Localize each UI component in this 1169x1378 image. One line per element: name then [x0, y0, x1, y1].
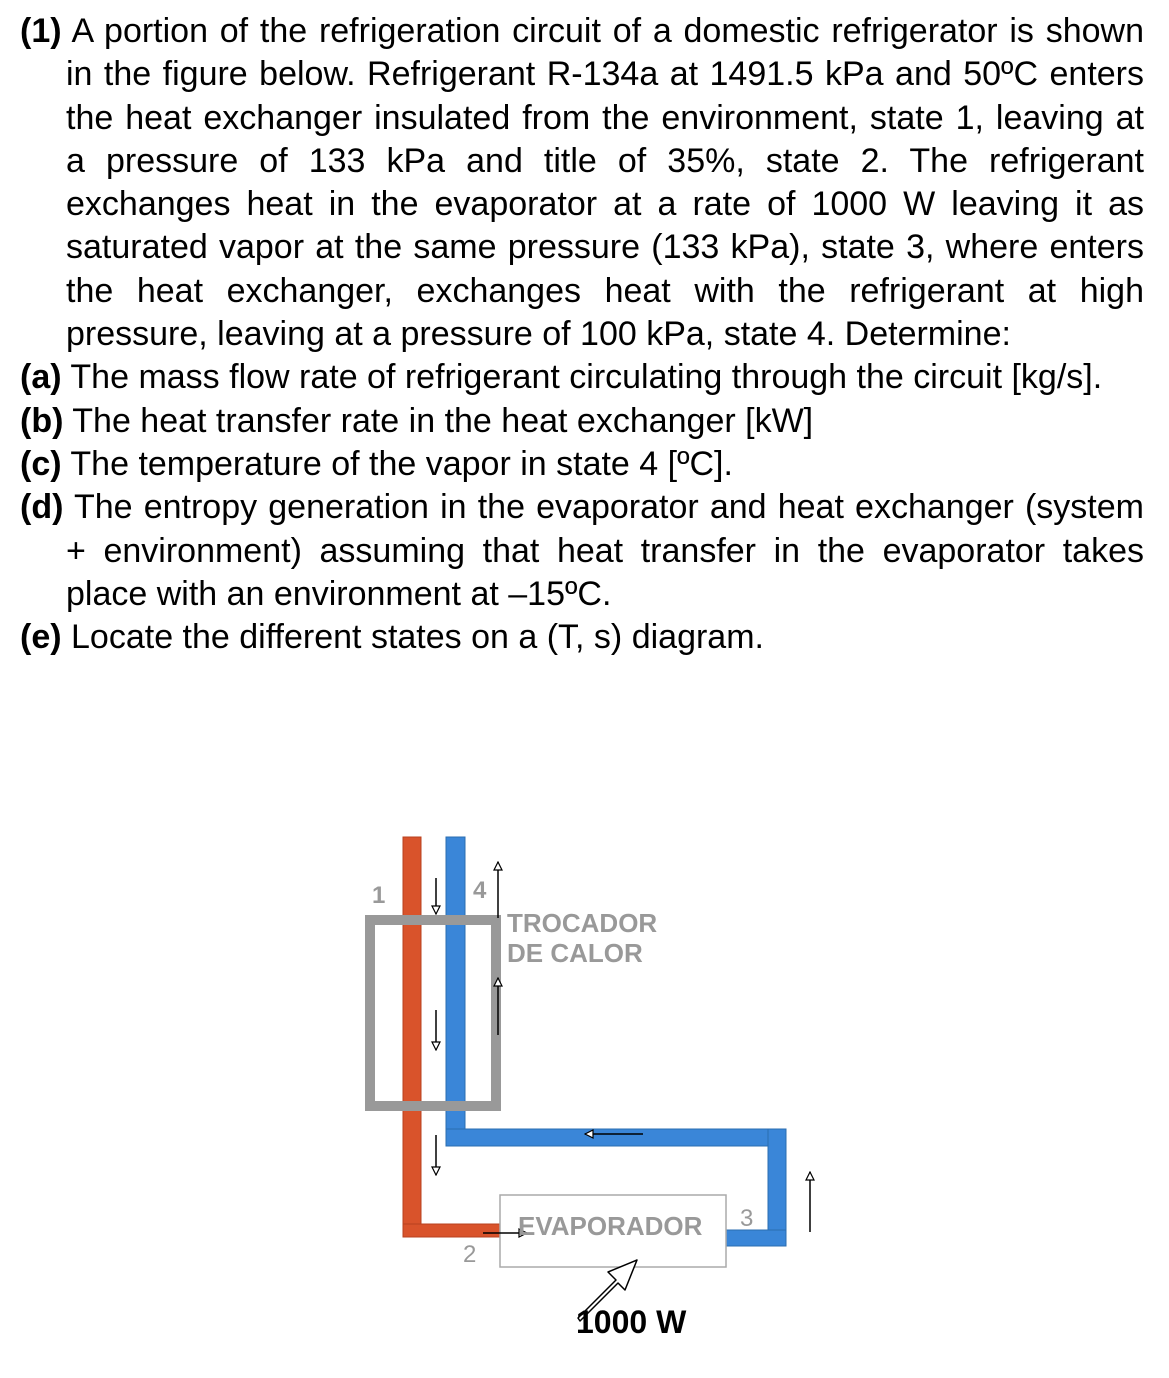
cold-pipe-horizontal	[446, 1129, 786, 1146]
heat-exchanger-label: TROCADOR	[507, 908, 658, 938]
question-text: The temperature of the vapor in state 4 [ºC].	[70, 444, 733, 483]
question-text: The heat transfer rate in the heat exchanger [kW]	[72, 401, 814, 440]
question-text: The entropy generation in the evaporator and heat exchanger (system + environment) assuming that heat transfer in the evaporator takes place with an environment at –15ºC.	[66, 488, 1144, 613]
question-text: The mass flow rate of refrigerant circulating through the circuit [kg/s].	[70, 358, 1103, 397]
heat-rate-label: 1000 W	[576, 1304, 687, 1340]
evaporator-label: EVAPORADOR	[518, 1211, 703, 1241]
heat-exchanger-label: DE CALOR	[507, 938, 643, 968]
state-1-label: 1	[372, 882, 386, 909]
heat-exchanger-frame	[370, 920, 496, 1106]
state-3-label: 3	[740, 1205, 754, 1232]
problem-number: (1)	[20, 12, 62, 50]
cold-pipe-evaporator-outlet	[726, 1230, 786, 1246]
cold-pipe-vertical	[446, 837, 465, 1146]
hot-pipe-vertical	[403, 837, 421, 1237]
question-label: (c)	[20, 444, 62, 483]
problem-intro-text: A portion of the refrigeration circuit of a domestic refrigerator is shown in the figure below. Refrigerant R-134a at 1491.5 kPa and 50ºC enters the heat exchanger insulated from the environment, state 1, leaving at a pressure of 133 kPa and title of 35%, state 2. The refrigerant exchanges heat in the evaporator at a rate of 1000 W leaving it as saturated vapor at the same pressure (133 kPa), state 3, where enters the heat exchanger, exchanges heat with the refrigerant at high pressure, leaving at a pressure of 100 kPa, state 4. Determine:	[66, 12, 1144, 354]
question-label: (b)	[20, 401, 64, 440]
hot-pipe-evaporator-inlet	[403, 1224, 500, 1237]
state-4-label: 4	[473, 877, 487, 904]
question-text: Locate the different states on a (T, s) diagram.	[71, 618, 764, 657]
cold-pipe-riser	[768, 1129, 786, 1246]
question-label: (d)	[20, 488, 64, 527]
question-label: (a)	[20, 358, 62, 397]
state-2-label: 2	[463, 1241, 477, 1268]
question-label: (e)	[20, 618, 62, 657]
